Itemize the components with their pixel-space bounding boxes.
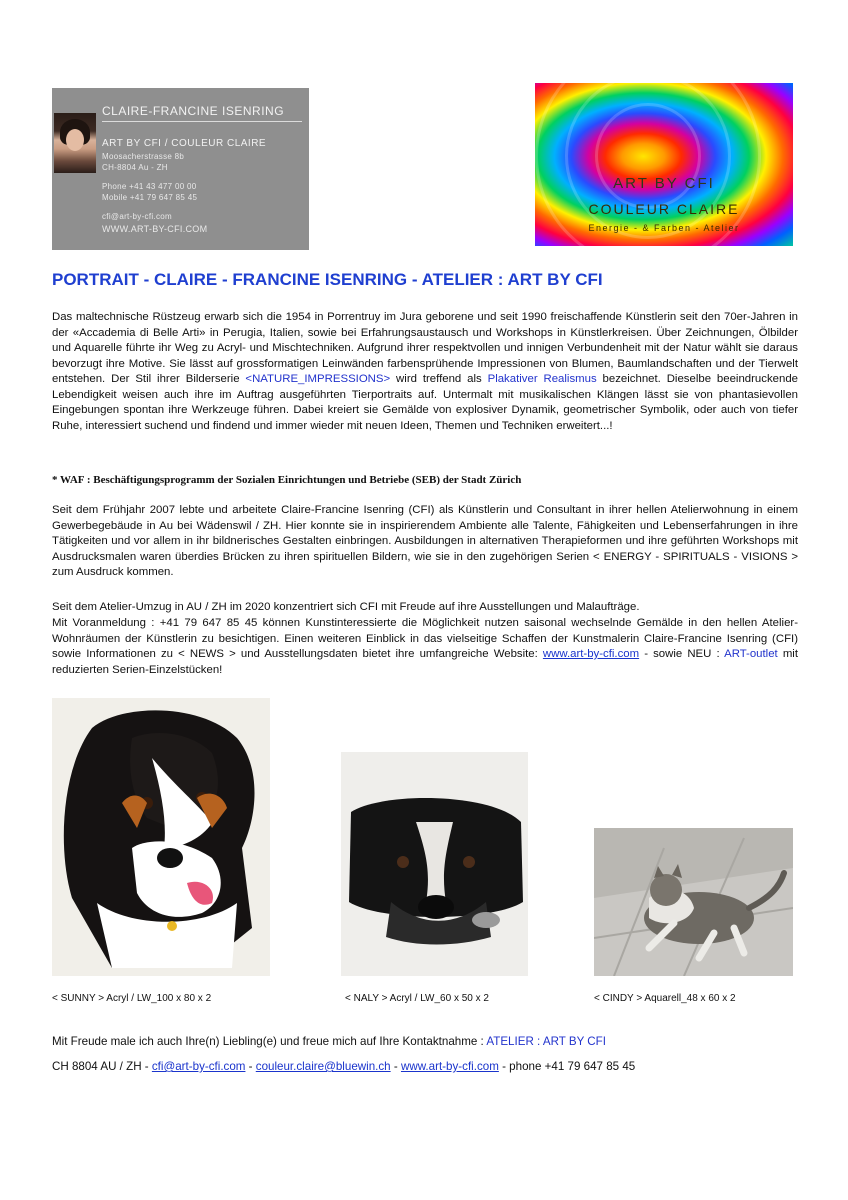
intro-text-3: bezeichnet. Dieselbe beeindruckende Lebendigkeit weisen auch ihre im Auftrag ausgeführten Tierportraits auf. Untermalt mit musikalischen Klängen lässt sie von phantasievollen Eingebungen spontan ihre Werkzeuge führen. Dabei kreiert sie Gemälde von explosiver Dynamik, geometrischer Symbolik, oder auch von tiefer Ruhe, interessiert suchend und findend und immer wieder mit neuen Ideen, Themen und Techniken erweitert...! xyxy=(52,373,798,432)
series-nature-impressions: <NATURE_IMPRESSIONS> xyxy=(245,373,391,385)
card-city: CH-8804 Au - ZH xyxy=(102,163,168,172)
footer-website-link[interactable]: www.art-by-cfi.com xyxy=(400,1060,499,1073)
waf-note: * WAF : Beschäftigungsprogramm der Sozialen Einrichtungen und Betriebe (SEB) der Stadt Zürich xyxy=(52,474,522,486)
footer-atelier-name: ATELIER : ART BY CFI xyxy=(486,1035,606,1048)
website-link[interactable]: www.art-by-cfi.com xyxy=(542,648,640,660)
card-divider xyxy=(102,121,302,122)
visit-text-2: - sowie NEU : xyxy=(639,648,725,660)
footer-address-line xyxy=(52,1060,635,1073)
paragraph-intro xyxy=(52,310,798,434)
style-plakativer-realismus: Plakativer Realismus xyxy=(487,373,597,385)
paragraph-move: Seit dem Atelier-Umzug in AU / ZH im 2020 konzentriert sich CFI mit Freude auf ihre Ausstellungen und Malaufträge. xyxy=(52,601,640,613)
footer-phone: - phone +41 79 647 85 45 xyxy=(498,1060,636,1073)
logo-line-3: Energie - & Farben - Atelier xyxy=(588,223,740,233)
intro-text-1: Das maltechnische Rüstzeug erwarb sich die 1954 in Porrentruy im Jura geborene und seit 1990 freischaffende Künstlerin seit den 70er-Jahren in der «Accademia di Belle Arti» in Perugia, Italien, sowie bei Erfahrungsaustausch und Workshops in Künstlerkreisen. Über Zeichnungen, Ölbilder und Aquarelle führte ihr Weg zu Acryl- und Mischtechniken. Aufgrund ihrer respektvollen und innigen Verbundenheit mit der Natur wählt sie daraus bevorzugt ihre Motive. Sie lässt auf grossformatigen Leinwänden farbensprühende Impressionen von Blumen, Baumlandschaften und der Tierwelt entstehen. Der Stil ihrer Bilderserie xyxy=(52,311,798,385)
footer-separator: - xyxy=(390,1060,401,1073)
card-web: WWW.ART-BY-CFI.COM xyxy=(102,224,208,234)
logo-line-2: COULEUR CLAIRE xyxy=(588,201,740,217)
painting-naly xyxy=(341,752,528,976)
visit-text-3: mit reduzierten Serien-Einzelstücken! xyxy=(52,648,799,676)
artist-photo xyxy=(54,113,96,173)
footer-contact-line xyxy=(52,1035,606,1048)
page-title: PORTRAIT - CLAIRE - FRANCINE ISENRING - ATELIER : ART BY CFI xyxy=(52,270,603,289)
logo-line-1: ART BY CFI xyxy=(613,175,715,192)
card-brand: ART BY CFI / COULEUR CLAIRE xyxy=(102,138,267,149)
art-outlet-label: ART-outlet xyxy=(724,648,778,660)
caption-sunny: < SUNNY > Acryl / LW_100 x 80 x 2 xyxy=(52,993,212,1004)
paragraph-visit xyxy=(52,616,798,678)
footer-text: Mit Freude male ich auch Ihre(n) Liebling(e) und freue mich auf Ihre Kontaktnahme : xyxy=(52,1035,487,1048)
intro-text-2: wird treffend als xyxy=(390,373,488,385)
email-link-couleur[interactable]: couleur.claire@bluewin.ch xyxy=(255,1060,391,1073)
card-name: CLAIRE-FRANCINE ISENRING xyxy=(102,104,285,118)
card-mobile: Mobile +41 79 647 85 45 xyxy=(102,193,198,202)
card-street: Moosacherstrasse 8b xyxy=(102,152,185,161)
paragraph-atelier: Seit dem Frühjahr 2007 lebte und arbeitete Claire-Francine Isenring (CFI) als Künstlerin und Consultant in ihrer hellen Atelierwohnung in einem Gewerbegebäude in Au bei Wädenswil / ZH. Hier konnte sie in inspirierendem Ambiente alle Talente, Fähigkeiten und Lebenserfahrungen in ihre Tätigkeiten und vor allem in ihr bildnerisches Gestalten einbringen. Ausbildungen in alternativen Therapieformen und ihre geführten Workshops mit Ausdrucksmalen waren überdies Brücken zu ihren spirituellen Bildern, wie sie in den zugehörigen Serien < ENERGY - SPIRITUALS - VISIONS > zum Ausdruck kommen. xyxy=(52,504,798,578)
caption-cindy: < CINDY > Aquarell_48 x 60 x 2 xyxy=(594,993,736,1004)
business-card xyxy=(52,88,309,250)
atelier-logo xyxy=(535,83,793,246)
card-email: cfi@art-by-cfi.com xyxy=(102,212,172,221)
caption-naly: < NALY > Acryl / LW_60 x 50 x 2 xyxy=(345,993,489,1004)
painting-sunny xyxy=(52,698,270,976)
painting-cindy xyxy=(594,828,793,976)
visit-text-1: Mit Voranmeldung : +41 79 647 85 45 können Kunstinteressierte die Möglichkeit nutzen saisonal wechselnde Gemälde in den hellen Atelier-Wohnräumen der Künstlerin zu besichtigen. Einen weiteren Einblick in das vielseitige Schaffen der Kunstmalerin Claire-Francine Isenring (CFI) sowie Informationen zu < NEWS > und Ausstellungsdaten bietet ihre umfangreiche Website: xyxy=(52,617,798,660)
footer-address: CH 8804 AU / ZH - xyxy=(52,1060,152,1073)
footer-separator: - xyxy=(245,1060,256,1073)
card-phone: Phone +41 43 477 00 00 xyxy=(102,182,197,191)
email-link-cfi[interactable]: cfi@art-by-cfi.com xyxy=(151,1060,246,1073)
